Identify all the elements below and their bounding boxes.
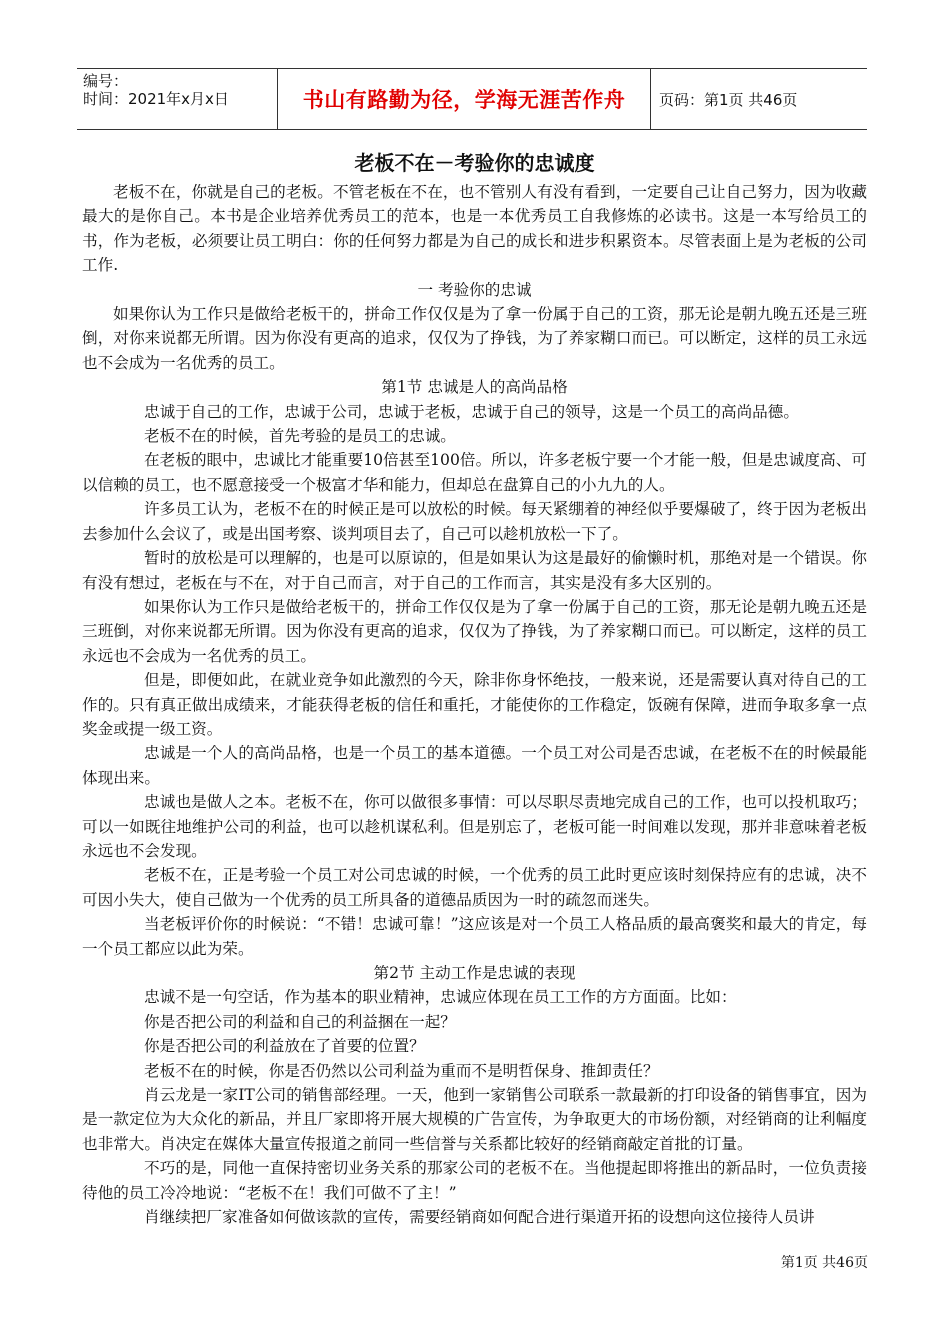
paragraph: 如果你认为工作只是做给老板干的，拼命工作仅仅是为了拿一份属于自己的工资，那无论是朝九晚五还是三班倒，对你来说都无所谓。因为你没有更高的追求，仅仅为了挣钱，为了养家糊口而已。可以断定，这样的员工永远也不会成为一名优秀的员工。 bbox=[82, 597, 867, 665]
paragraph: 肖云龙是一家IT公司的销售部经理。一天，他到一家销售公司联系一款最新的打印设备的销售事宜，因为是一款定位为大众化的新品，并且厂家即将开展大规模的广告宣传，为争取更大的市场份额，对经销商的让利幅度也非常大。肖决定在媒体大量宣传报道之前同一些信誉与关系都比较好的经销商敲定首批的订量。 bbox=[82, 1086, 867, 1153]
document-body bbox=[82, 148, 867, 1229]
paragraph: 忠诚也是做人之本。老板不在，你可以做很多事情：可以尽职尽责地完成自己的工作，也可以投机取巧；可以一如既往地维护公司的利益，也可以趁机谋私利。但是别忘了，老板可能一时间难以发现，那并非意味着老板永远也不会发现。 bbox=[82, 793, 867, 860]
header-meta bbox=[77, 69, 277, 129]
header-number-label: 编号： bbox=[83, 72, 129, 90]
header-motto: 书山有路勤为径，学海无涯苦作舟 bbox=[302, 88, 626, 112]
header-page-label: 页码：第1页 共46页 bbox=[659, 90, 798, 109]
paragraph: 许多员工认为，老板不在的时候正是可以放松的时候。每天紧绷着的神经似乎要爆破了，终于因为老板出去参加什么会议了，或是出国考察、谈判项目去了，自己可以趁机放松一下了。 bbox=[82, 500, 867, 543]
paragraph: 不巧的是，同他一直保持密切业务关系的那家公司的老板不在。当他提起即将推出的新品时，一位负责接待他的员工冷冷地说：“老板不在！我们可做不了主！” bbox=[82, 1159, 867, 1202]
header-time-label: 时间：2021年x月x日 bbox=[83, 90, 229, 108]
document-title: 老板不在－考验你的忠诚度 bbox=[354, 151, 595, 175]
section-heading: 第2节 主动工作是忠诚的表现 bbox=[373, 964, 576, 982]
header-motto-cell bbox=[277, 69, 651, 129]
paragraph: 老板不在的时候，首先考验的是员工的忠诚。 bbox=[144, 427, 456, 446]
paragraph: 忠诚不是一句空话，作为基本的职业精神，忠诚应体现在员工工作的方方面面。比如： bbox=[144, 988, 737, 1007]
paragraph: 老板不在，你就是自己的老板。不管老板在不在，也不管别人有没有看到，一定要自己让自己努力，因为收藏最大的是你自己。本书是企业培养优秀员工的范本，也是一本优秀员工自我修炼的必读书。这是一本写给员工的书，作为老板，必须要让员工明白：你的任何努力都是为自己的成长和进步积累资本。尽管表面上是为老板的公司工作. bbox=[82, 183, 867, 275]
paragraph: 你是否把公司的利益和自己的利益捆在一起？ bbox=[144, 1012, 456, 1031]
paragraph: 但是，即便如此，在就业竞争如此激烈的今天，除非你身怀绝技，一般来说，还是需要认真对待自己的工作的。只有真正做出成绩来，才能获得老板的信任和重托，才能使你的工作稳定，饭碗有保障，进而争取多拿一点奖金或提一级工资。 bbox=[82, 671, 867, 738]
paragraph: 老板不在的时候，你是否仍然以公司利益为重而不是明哲保身、推卸责任？ bbox=[144, 1061, 659, 1080]
paragraph: 如果你认为工作只是做给老板干的，拼命工作仅仅是为了拿一份属于自己的工资，那无论是朝九晚五还是三班倒，对你来说都无所谓。因为你没有更高的追求，仅仅为了挣钱，为了养家糊口而已。可以断定，这样的员工永远也不会成为一名优秀的员工。 bbox=[82, 305, 867, 372]
page-header bbox=[77, 68, 867, 130]
paragraph: 老板不在，正是考验一个员工对公司忠诚的时候，一个优秀的员工此时更应该时刻保持应有的忠诚，决不可因小失大，使自己做为一个优秀的员工所具备的道德品质因为一时的疏忽而迷失。 bbox=[82, 866, 867, 909]
paragraph: 当老板评价你的时候说：“不错！忠诚可靠！”这应该是对一个员工人格品质的最高褒奖和最大的肯定，每一个员工都应以此为荣。 bbox=[82, 915, 867, 958]
section-heading: 第1节 忠诚是人的高尚品格 bbox=[381, 378, 568, 397]
paragraph: 忠诚是一个人的高尚品格，也是一个员工的基本道德。一个员工对公司是否忠诚，在老板不在的时候最能体现出来。 bbox=[82, 744, 867, 787]
paragraph: 暂时的放松是可以理解的，也是可以原谅的，但是如果认为这是最好的偷懒时机，那绝对是一个错误。你有没有想过，老板在与不在，对于自己而言，对于自己的工作而言，其实是没有多大区别的。 bbox=[82, 549, 867, 592]
paragraph: 肖继续把厂家准备如何做该款的宣传，需要经销商如何配合进行渠道开拓的设想向这位接待人员讲 bbox=[144, 1208, 815, 1227]
page-footer: 第1页 共46页 bbox=[780, 1255, 868, 1271]
paragraph: 忠诚于自己的工作，忠诚于公司，忠诚于老板，忠诚于自己的领导，这是一个员工的高尚品德。 bbox=[144, 402, 799, 421]
section-heading: 一 考验你的忠诚 bbox=[417, 280, 532, 299]
header-page-cell bbox=[651, 69, 867, 129]
paragraph: 在老板的眼中，忠诚比才能重要10倍甚至100倍。所以，许多老板宁要一个才能一般，但是忠诚度高、可以信赖的员工，也不愿意接受一个极富才华和能力，但却总在盘算自己的小九九的人。 bbox=[82, 451, 867, 494]
paragraph: 你是否把公司的利益放在了首要的位置？ bbox=[144, 1037, 425, 1056]
document-blocks bbox=[82, 180, 867, 1229]
